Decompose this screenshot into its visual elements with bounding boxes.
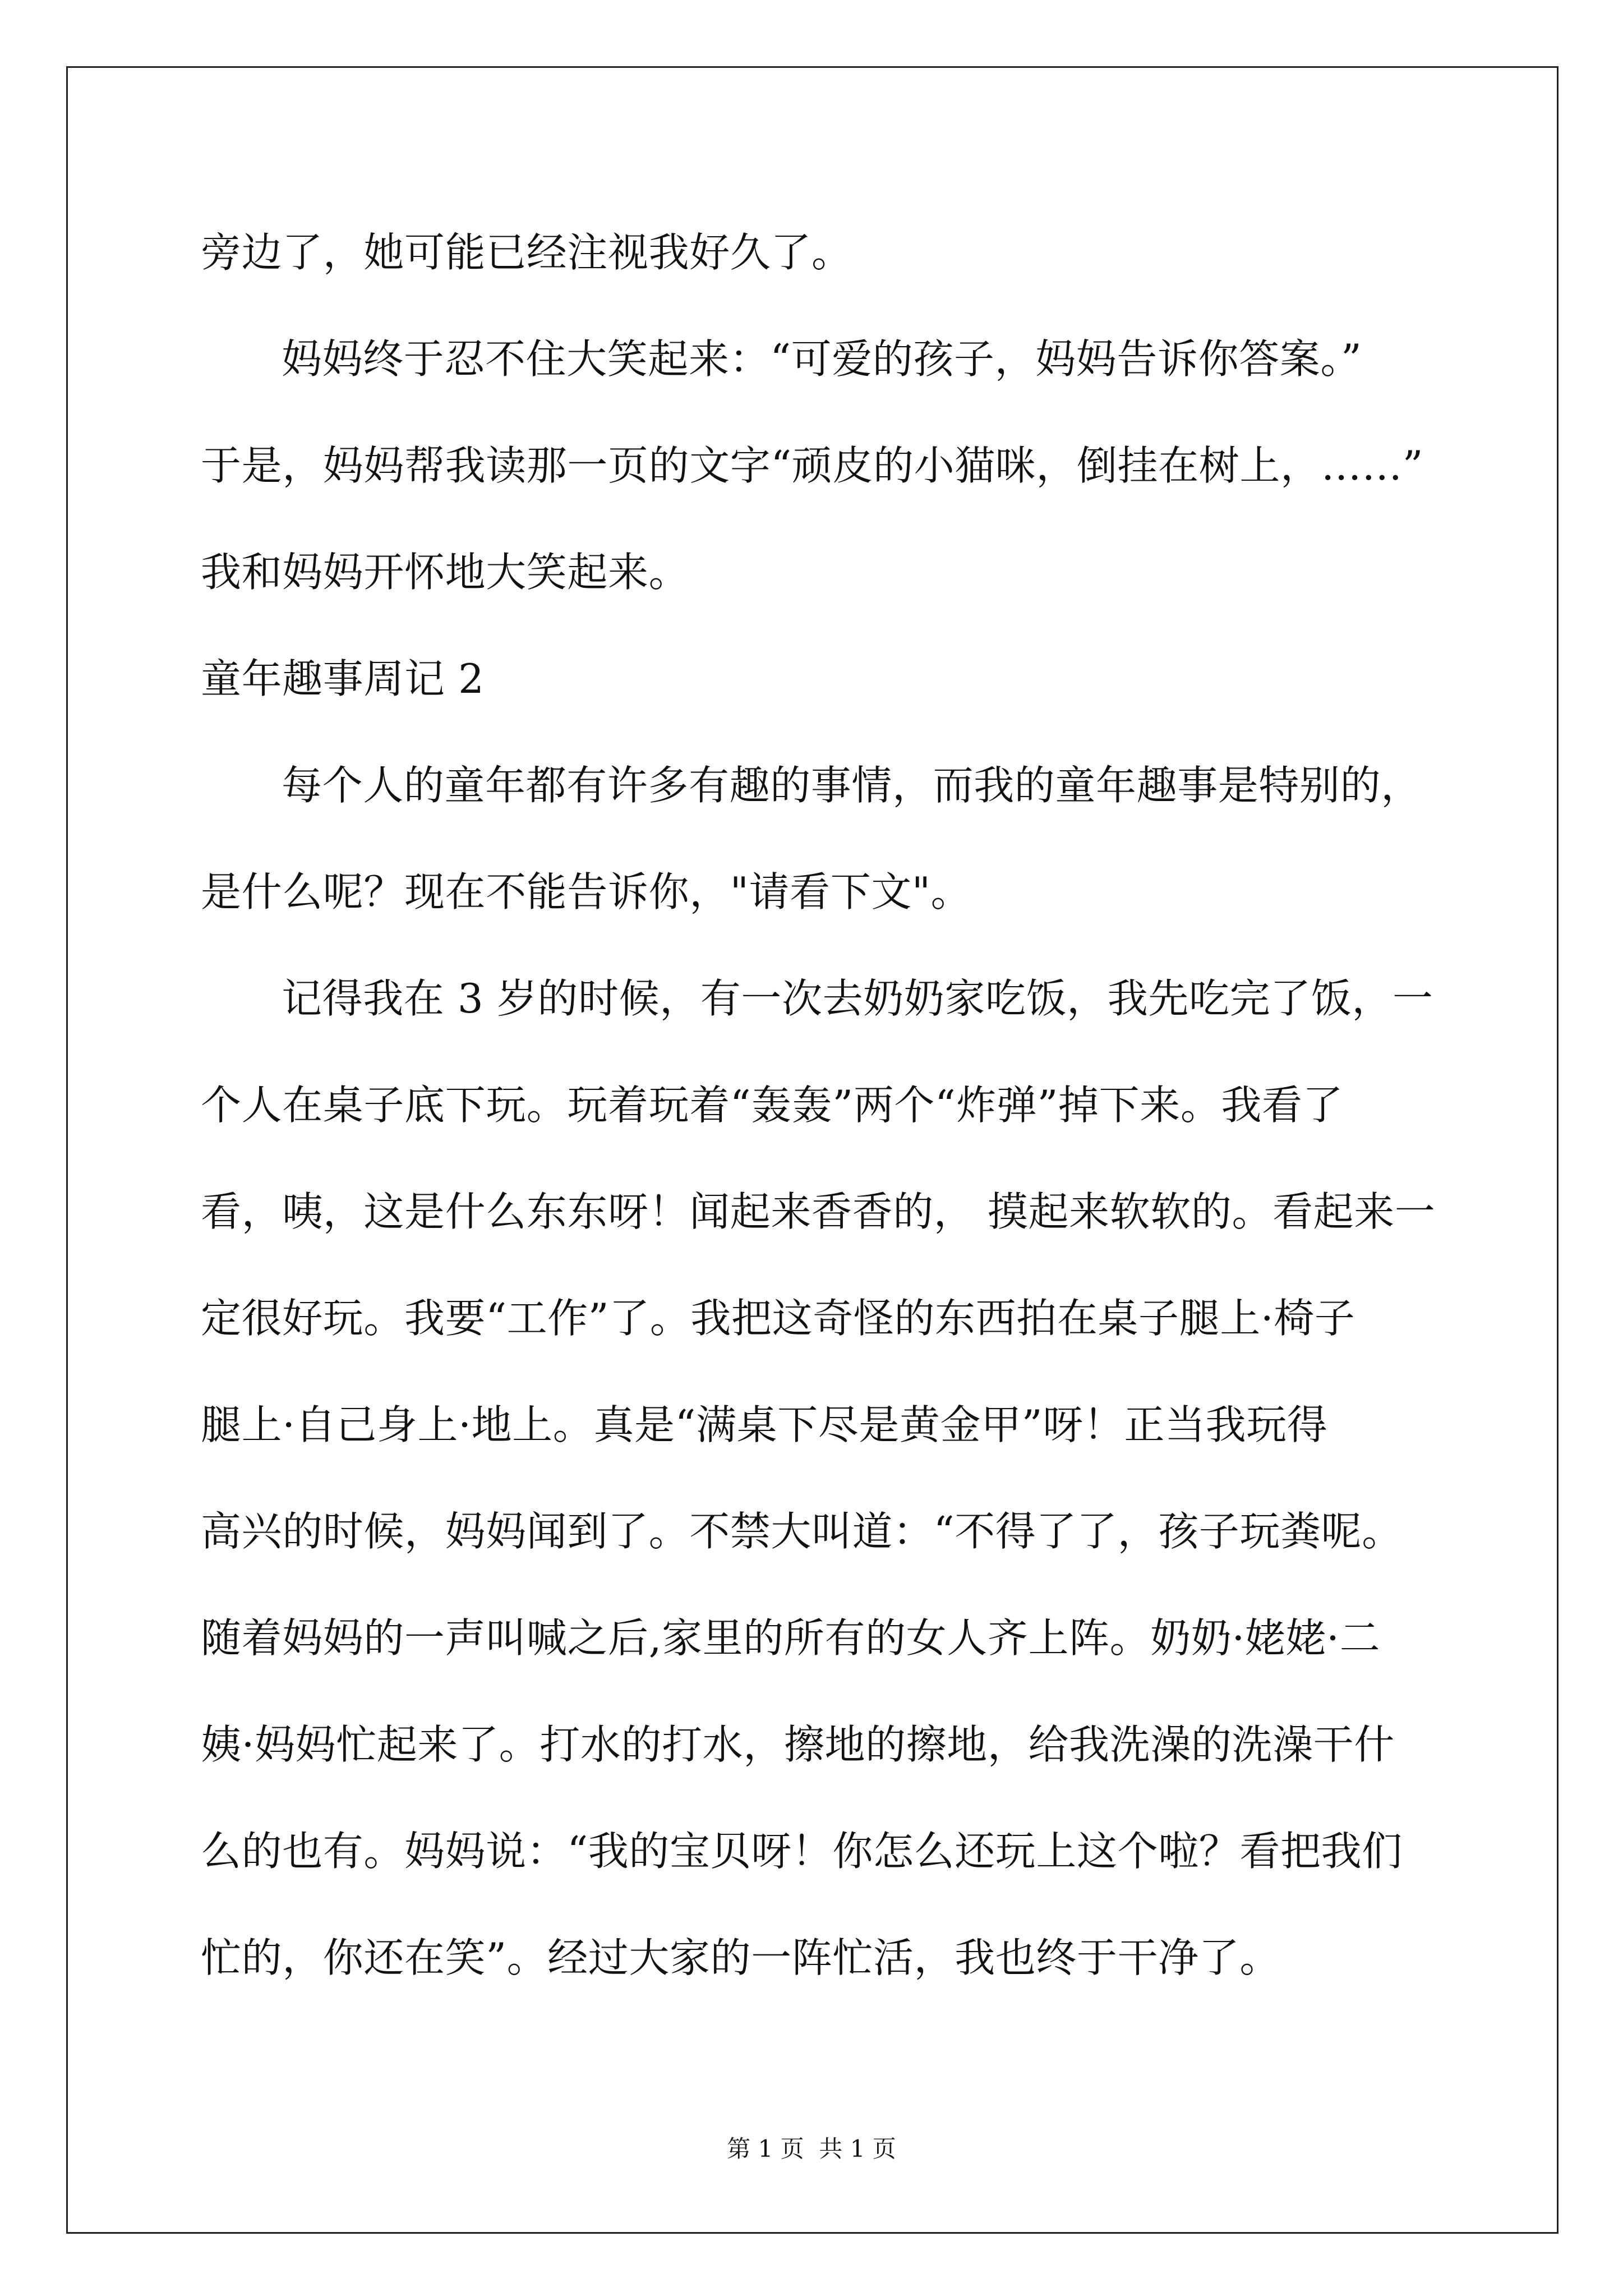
text-line: 妈妈终于忍不住大笑起来：“可爱的孩子，妈妈告诉你答案。”: [282, 335, 1362, 383]
text-line: 定很好玩。我要“工作”了。我把这奇怪的东西拍在桌子腿上·椅子: [201, 1295, 1355, 1342]
paragraph: [201, 732, 1536, 945]
text-line: 于是，妈妈帮我读那一页的文字“顽皮的小猫咪，倒挂在树上，……”: [201, 442, 1424, 489]
text-line: 我和妈妈开怀地大笑起来。: [201, 549, 690, 596]
paragraph: [201, 945, 1536, 2011]
text-column: [201, 199, 1536, 2011]
section-heading: 童年趣事周记 2: [201, 655, 485, 702]
text-line: 旁边了，她可能已经注视我好久了。: [201, 229, 852, 276]
text-line: 腿上·自己身上·地上。真是“满桌下尽是黄金甲”呀！正当我玩得: [201, 1401, 1328, 1448]
text-line: 随着妈妈的一声叫喊之后,家里的所有的女人齐上阵。奶奶·姥姥·二: [201, 1614, 1381, 1662]
text-line: 看，咦，这是什么东东呀！闻起来香香的， 摸起来软软的。看起来一: [201, 1188, 1436, 1235]
text-line: 每个人的童年都有许多有趣的事情，而我的童年趣事是特别的，: [282, 762, 1422, 809]
page-number-footer: 第 1 页 共 1 页: [727, 2135, 896, 2162]
text-line: 么的也有。妈妈说：“我的宝贝呀！你怎么还玩上这个啦？看把我们: [201, 1828, 1403, 1875]
text-line: 忙的，你还在笑”。经过大家的一阵忙活，我也终于干净了。: [201, 1934, 1281, 1981]
paragraph: [201, 306, 1536, 625]
text-line: 记得我在 3 岁的时候，有一次去奶奶家吃饭，我先吃完了饭，一: [282, 975, 1433, 1022]
text-line: 姨·妈妈忙起来了。打水的打水，擦地的擦地，给我洗澡的洗澡干什: [201, 1721, 1395, 1768]
continued-paragraph: [201, 199, 1536, 306]
text-line: 是什么呢？现在不能告诉你，"请看下文"。: [201, 868, 972, 915]
text-line: 高兴的时候，妈妈闻到了。不禁大叫道：“不得了了，孩子玩粪呢。: [201, 1508, 1403, 1555]
text-line: 个人在桌子底下玩。玩着玩着“轰轰”两个“炸弹”掉下来。我看了: [201, 1082, 1344, 1129]
